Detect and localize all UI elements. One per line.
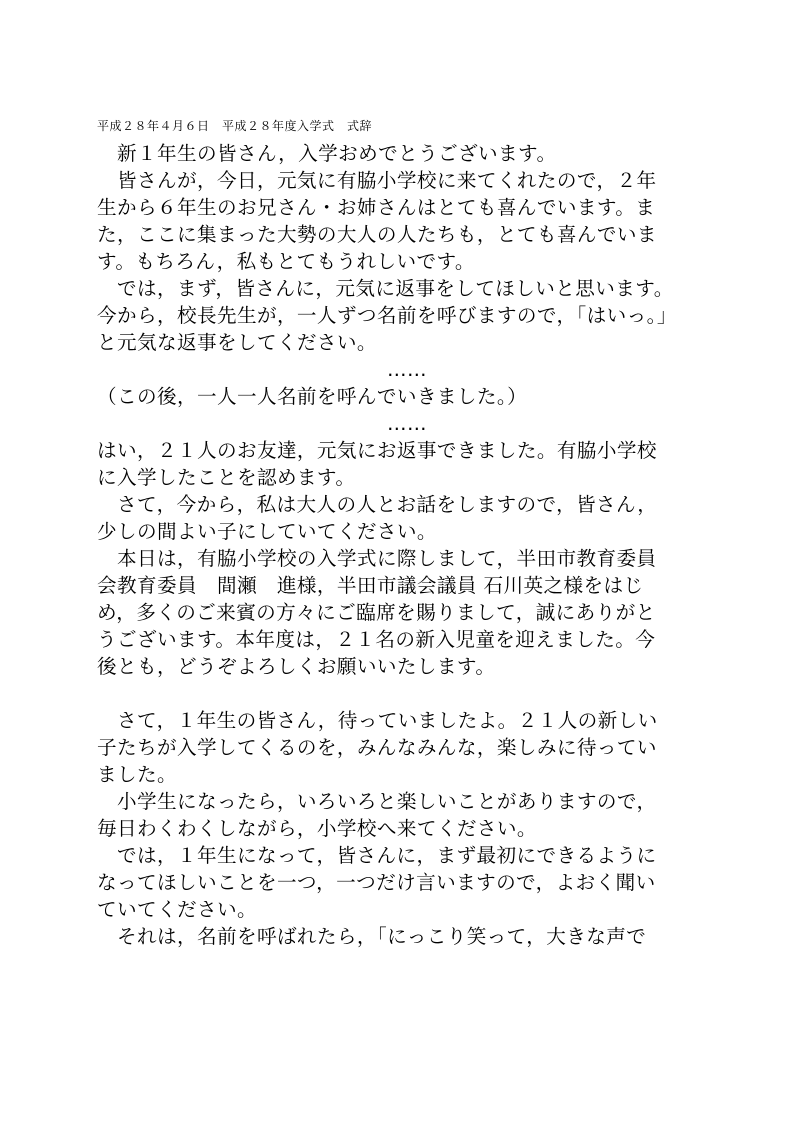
text-line: 小学生になったら，いろいろと楽しいことがありますので，	[97, 790, 657, 813]
text-line: 今から，校長先生が，一人ずつ名前を呼びますので，「はいっ。」	[97, 304, 677, 327]
text-line: に入学したことを認めます。	[97, 466, 356, 489]
text-line: た，ここに集まった大勢の大人の人たちも，とても喜んでいま	[97, 223, 657, 246]
text-line: ていてください。	[97, 898, 257, 921]
text-line: ……	[387, 358, 427, 381]
text-line: 会教育委員 間瀬 進様，半田市議会議員 石川英之様をはじ	[97, 574, 644, 597]
text-line: す。もちろん，私もとてもうれしいです。	[97, 250, 475, 273]
text-line: 新１年生の皆さん，入学おめでとうございます。	[97, 142, 557, 165]
text-line: なってほしいことを一つ，一つだけ言いますので，よおく聞い	[97, 871, 656, 894]
text-line: ました。	[97, 763, 177, 786]
document-header: 平成２８年４月６日 平成２８年度入学式 式辞	[97, 119, 373, 133]
speech-body	[97, 140, 717, 950]
text-line: 子たちが入学してくるのを，みんなみんな，楽しみに待ってい	[97, 736, 657, 759]
text-line: さて，１年生の皆さん，待っていましたよ。２１人の新しい	[97, 709, 658, 732]
text-line: 本日は，有脇小学校の入学式に際しまして，半田市教育委員	[97, 547, 657, 570]
text-line: では，１年生になって，皆さんに，まず最初にできるように	[97, 844, 657, 867]
text-line: と元気な返事をしてください。	[97, 331, 377, 354]
text-line: （この後，一人一人名前を呼んでいきました。）	[97, 385, 528, 408]
text-line: 毎日わくわくしながら，小学校へ来てください。	[97, 817, 537, 840]
text-line: め，多くのご来賓の方々にご臨席を賜りまして，誠にありがと	[97, 601, 656, 624]
text-line: さて，今から，私は大人の人とお話をしますので，皆さん，	[97, 493, 658, 516]
text-line: 皆さんが，今日，元気に有脇小学校に来てくれたので，２年	[97, 169, 657, 192]
text-line: はい，２１人のお友達，元気にお返事できました。有脇小学校	[97, 439, 657, 462]
text-line: ……	[387, 412, 427, 435]
text-line: 後とも，どうぞよろしくお願いいたします。	[97, 655, 496, 678]
blank-line	[97, 680, 717, 707]
text-line: うございます。本年度は，２１名の新入児童を迎えました。今	[97, 628, 656, 651]
text-line: では，まず，皆さんに，元気に返事をしてほしいと思います。	[97, 277, 674, 300]
text-line: それは，名前を呼ばれたら，「にっこり笑って，大きな声で	[97, 925, 647, 948]
text-line: 生から６年生のお兄さん・お姉さんはとても喜んでいます。ま	[97, 196, 656, 219]
text-line: 少しの間よい子にしていてください。	[97, 520, 437, 543]
